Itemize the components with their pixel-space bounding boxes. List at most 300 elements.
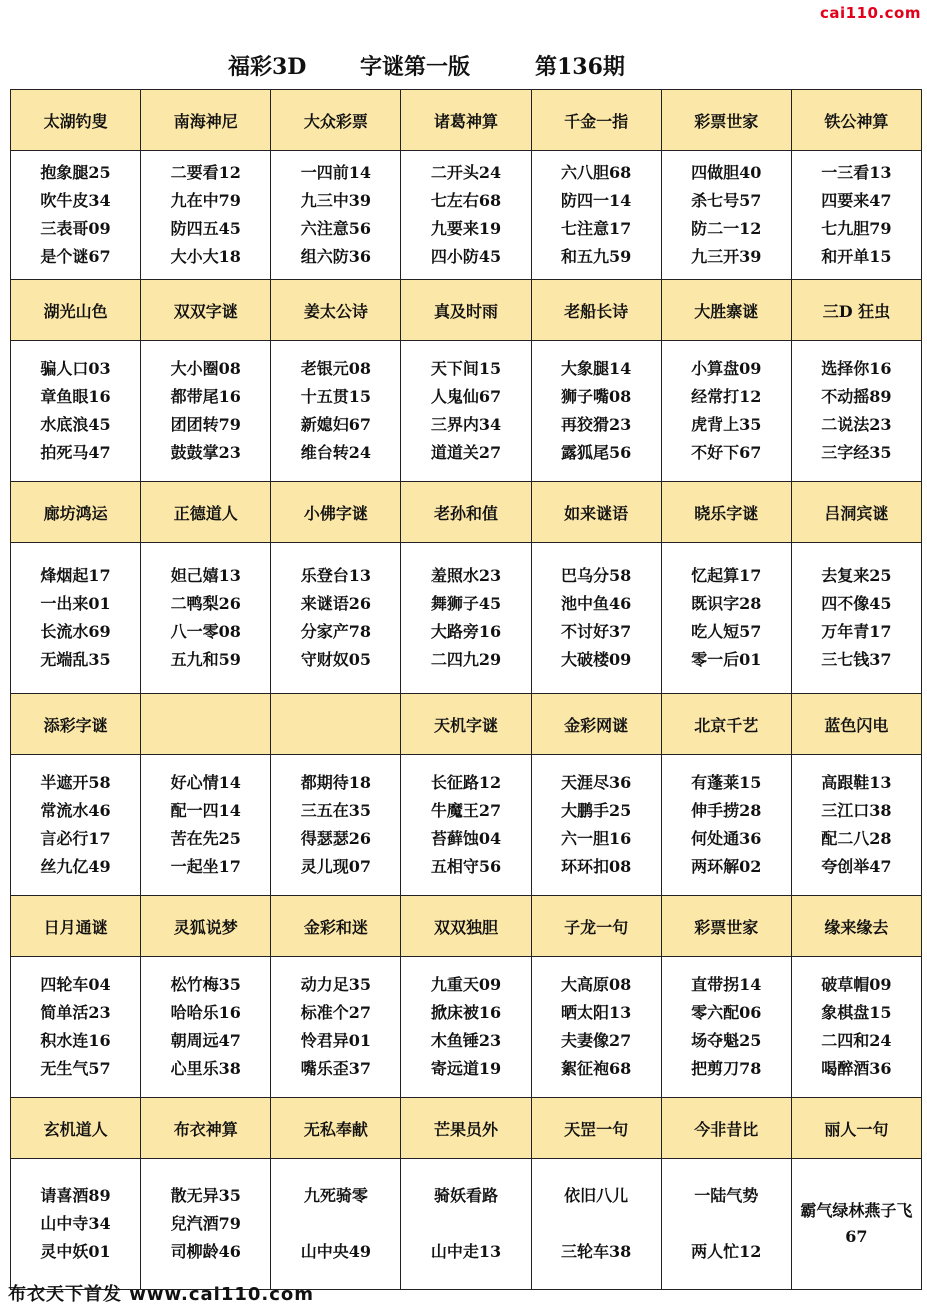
author-name: 彩票世家 xyxy=(694,111,759,131)
author-header xyxy=(661,280,791,341)
riddle-line: 新媳妇67 xyxy=(300,415,371,434)
riddle-line: 有蓬莱15 xyxy=(691,773,762,792)
riddle-line: 四轮车04 xyxy=(40,975,111,994)
riddle-line: 动力足35 xyxy=(300,975,371,994)
riddle-line: 配二八28 xyxy=(821,829,892,848)
riddle-line: 池中鱼46 xyxy=(560,594,632,613)
riddle-line: 霸气绿林燕子飞67 xyxy=(800,1201,913,1246)
riddle-line: 破草帽09 xyxy=(821,975,892,994)
riddle-line: 虎背上35 xyxy=(691,415,762,434)
riddle-cell xyxy=(271,755,401,896)
author-header xyxy=(401,280,531,341)
author-name: 缘来缘去 xyxy=(824,917,889,937)
riddle-line: 言必行17 xyxy=(40,829,111,848)
riddle-line: 夸创举47 xyxy=(821,857,892,876)
riddle-cell xyxy=(531,755,661,896)
riddle-line: 抱象腿25 xyxy=(40,163,111,182)
riddle-cell xyxy=(401,151,531,280)
riddle-row xyxy=(11,543,922,694)
riddle-line: 环环扣08 xyxy=(560,857,632,876)
author-name: 彩票世家 xyxy=(694,917,759,937)
riddle-cell xyxy=(661,957,791,1098)
riddle-line: 骗人口03 xyxy=(40,359,111,378)
author-name: 金彩网谜 xyxy=(564,715,629,735)
riddle-line: 一起坐17 xyxy=(170,857,241,876)
riddle-line: 二鸭梨26 xyxy=(170,594,241,613)
riddle-line: 山中央49 xyxy=(300,1242,371,1261)
riddle-cell xyxy=(531,151,661,280)
riddle-cell xyxy=(531,543,661,694)
riddle-line: 九三中39 xyxy=(300,191,371,210)
riddle-line: 九要来19 xyxy=(430,219,502,238)
riddle-cell xyxy=(11,341,141,482)
riddle-cell xyxy=(401,755,531,896)
header-row xyxy=(11,694,922,755)
riddle-cell xyxy=(791,341,921,482)
author-name: 双双字谜 xyxy=(173,301,238,321)
riddle-line: 两环解02 xyxy=(691,857,762,876)
author-name: 大胜寨谜 xyxy=(694,301,759,321)
riddle-cell xyxy=(141,1159,271,1290)
author-name: 真及时雨 xyxy=(433,301,498,321)
riddle-line: 人鬼仙67 xyxy=(430,387,502,406)
riddle-cell xyxy=(531,341,661,482)
author-name: 小佛字谜 xyxy=(303,503,368,523)
riddle-line: 何处通36 xyxy=(691,829,762,848)
riddle-line: 大破楼09 xyxy=(560,650,632,669)
riddle-line: 长流水69 xyxy=(40,622,111,641)
riddle-line: 一陆气势 xyxy=(694,1186,759,1205)
riddle-line: 零一后01 xyxy=(691,650,762,669)
riddle-line: 舞狮子45 xyxy=(430,594,502,613)
author-name: 芒果员外 xyxy=(433,1119,498,1139)
author-name: 吕洞宾谜 xyxy=(824,503,889,523)
author-header xyxy=(271,694,401,755)
title-edition: 字谜第一版 xyxy=(360,54,471,80)
riddle-line: 灵儿现07 xyxy=(300,857,371,876)
author-name: 今非昔比 xyxy=(694,1119,759,1139)
riddle-line: 羞照水23 xyxy=(430,566,502,585)
author-name: 千金一指 xyxy=(564,111,629,131)
author-header xyxy=(791,896,921,957)
riddle-line: 山中走13 xyxy=(430,1242,502,1261)
riddle-line: 司柳龄46 xyxy=(170,1242,241,1261)
riddle-line: 八一零08 xyxy=(170,622,241,641)
author-name: 布衣神算 xyxy=(173,1119,238,1139)
author-header xyxy=(271,896,401,957)
riddle-line: 大路旁16 xyxy=(430,622,502,641)
riddle-cell xyxy=(401,1159,531,1290)
riddle-line: 长征路12 xyxy=(430,773,502,792)
header-row xyxy=(11,90,922,151)
author-name: 如来谜语 xyxy=(564,503,629,523)
riddle-cell xyxy=(661,151,791,280)
riddle-line: 好心情14 xyxy=(170,773,241,792)
riddle-line: 天涯尽36 xyxy=(560,773,632,792)
riddle-line: 再狡猾23 xyxy=(560,415,632,434)
riddle-line: 嘴乐歪37 xyxy=(300,1059,371,1078)
author-header xyxy=(401,1098,531,1159)
riddle-cell xyxy=(661,543,791,694)
footer-credit: 布衣天下首发 www.cai110.com xyxy=(8,1284,315,1305)
riddle-cell xyxy=(791,543,921,694)
riddle-line: 四做胆40 xyxy=(691,163,762,182)
riddle-line: 忆起算17 xyxy=(691,566,762,585)
riddle-line: 鼓鼓掌23 xyxy=(170,443,241,462)
riddle-cell xyxy=(11,151,141,280)
riddle-table xyxy=(10,89,922,1290)
riddle-cell xyxy=(11,543,141,694)
riddle-line: 和五九59 xyxy=(560,247,632,266)
riddle-line: 防四一14 xyxy=(560,191,632,210)
riddle-cell xyxy=(141,957,271,1098)
author-name: 南海神尼 xyxy=(173,111,238,131)
author-header xyxy=(401,694,531,755)
author-header xyxy=(661,482,791,543)
riddle-line: 晒太阳13 xyxy=(560,1003,632,1022)
author-header xyxy=(271,482,401,543)
riddle-line: 小算盘09 xyxy=(691,359,762,378)
author-header xyxy=(141,482,271,543)
riddle-line: 大小大18 xyxy=(170,247,241,266)
riddle-line: 场夺魁25 xyxy=(691,1031,762,1050)
riddle-cell xyxy=(661,341,791,482)
author-header xyxy=(11,694,141,755)
riddle-line: 三字经35 xyxy=(821,443,892,462)
author-name: 廊坊鸿运 xyxy=(43,503,108,523)
author-name: 灵狐说梦 xyxy=(173,917,238,937)
riddle-cell xyxy=(271,341,401,482)
riddle-cell xyxy=(791,151,921,280)
riddle-line: 怜君异01 xyxy=(300,1031,371,1050)
riddle-cell xyxy=(401,957,531,1098)
header-row xyxy=(11,1098,922,1159)
author-name: 添彩字谜 xyxy=(43,715,108,735)
author-header xyxy=(141,90,271,151)
riddle-row xyxy=(11,755,922,896)
riddle-line: 配一四14 xyxy=(170,801,241,820)
riddle-line: 维台转24 xyxy=(300,443,371,462)
riddle-line: 分家产78 xyxy=(300,622,371,641)
riddle-line: 两人忙12 xyxy=(691,1242,762,1261)
riddle-line: 苔藓蚀04 xyxy=(430,829,502,848)
author-name: 姜太公诗 xyxy=(303,301,368,321)
author-header xyxy=(271,280,401,341)
author-name: 正德道人 xyxy=(173,503,238,523)
riddle-line: 组六防36 xyxy=(300,247,371,266)
riddle-cell xyxy=(661,1159,791,1290)
author-header xyxy=(661,1098,791,1159)
riddle-row xyxy=(11,957,922,1098)
author-name: 蓝色闪电 xyxy=(824,715,889,735)
riddle-line: 高跟鞋13 xyxy=(821,773,892,792)
riddle-line: 防二一12 xyxy=(691,219,762,238)
riddle-cell xyxy=(271,543,401,694)
riddle-line: 三轮车38 xyxy=(560,1242,632,1261)
author-header xyxy=(11,482,141,543)
riddle-line: 三界内34 xyxy=(430,415,502,434)
author-name: 诸葛神算 xyxy=(433,111,498,131)
riddle-line: 零六配06 xyxy=(691,1003,762,1022)
riddle-line: 来谜语26 xyxy=(300,594,371,613)
author-name: 晓乐字谜 xyxy=(694,503,759,523)
riddle-cell xyxy=(791,957,921,1098)
author-header xyxy=(401,90,531,151)
riddle-line: 苦在先25 xyxy=(170,829,241,848)
site-logo: cai110.com xyxy=(820,4,921,22)
riddle-line: 道道关27 xyxy=(430,443,502,462)
author-header xyxy=(531,482,661,543)
riddle-line: 都期待18 xyxy=(300,773,371,792)
riddle-line: 二四九29 xyxy=(430,650,502,669)
riddle-cell xyxy=(791,755,921,896)
author-header xyxy=(531,694,661,755)
author-header xyxy=(271,1098,401,1159)
author-name: 玄机道人 xyxy=(43,1119,108,1139)
riddle-line: 七注意17 xyxy=(560,219,632,238)
riddle-line: 掀床被16 xyxy=(430,1003,502,1022)
riddle-line: 三表哥09 xyxy=(40,219,111,238)
riddle-line: 骑妖看路 xyxy=(433,1186,498,1205)
riddle-row xyxy=(11,341,922,482)
riddle-line: 朝周远47 xyxy=(170,1031,241,1050)
author-header xyxy=(791,90,921,151)
author-header xyxy=(531,1098,661,1159)
header-row xyxy=(11,280,922,341)
riddle-line: 九重天09 xyxy=(430,975,502,994)
riddle-cell xyxy=(141,341,271,482)
riddle-line: 九在中79 xyxy=(170,191,241,210)
author-header xyxy=(141,896,271,957)
riddle-line: 乐登台13 xyxy=(300,566,371,585)
author-name: 日月通谜 xyxy=(43,917,108,937)
riddle-line xyxy=(271,1210,400,1238)
author-name: 天机字谜 xyxy=(433,715,498,735)
riddle-line: 夫妻像27 xyxy=(560,1031,632,1050)
riddle-line: 五九和59 xyxy=(170,650,241,669)
riddle-cell xyxy=(141,755,271,896)
riddle-line: 是个谜67 xyxy=(40,247,111,266)
riddle-line: 吹牛皮34 xyxy=(40,191,111,210)
riddle-line xyxy=(401,1210,530,1238)
author-name: 双双独胆 xyxy=(433,917,498,937)
riddle-line: 巴乌分58 xyxy=(560,566,632,585)
author-name: 大众彩票 xyxy=(303,111,368,131)
riddle-line: 依旧八儿 xyxy=(564,1186,629,1205)
riddle-line: 把剪刀78 xyxy=(691,1059,762,1078)
author-name: 天罡一句 xyxy=(564,1119,629,1139)
author-header xyxy=(661,90,791,151)
author-name: 老孙和值 xyxy=(433,503,498,523)
riddle-line: 都带尾16 xyxy=(170,387,241,406)
author-name: 子龙一句 xyxy=(564,917,629,937)
riddle-line: 防四五45 xyxy=(170,219,241,238)
riddle-cell xyxy=(271,957,401,1098)
riddle-line: 一三看13 xyxy=(821,163,892,182)
riddle-cell xyxy=(401,543,531,694)
author-header xyxy=(791,694,921,755)
riddle-line: 和开单15 xyxy=(821,247,892,266)
riddle-line: 一四前14 xyxy=(300,163,371,182)
riddle-line: 请喜酒89 xyxy=(40,1186,111,1205)
riddle-line: 不好下67 xyxy=(691,443,762,462)
riddle-cell xyxy=(11,957,141,1098)
riddle-line: 牛魔王27 xyxy=(430,801,502,820)
riddle-line: 吃人短57 xyxy=(691,622,762,641)
riddle-row xyxy=(11,1159,922,1290)
riddle-line: 七左右68 xyxy=(430,191,502,210)
riddle-line: 无生气57 xyxy=(40,1059,111,1078)
riddle-line: 大小圈08 xyxy=(170,359,241,378)
riddle-line: 七九胆79 xyxy=(821,219,892,238)
riddle-line: 无端乱35 xyxy=(40,650,111,669)
author-header xyxy=(141,694,271,755)
author-header xyxy=(401,482,531,543)
author-header xyxy=(401,896,531,957)
riddle-cell xyxy=(271,1159,401,1290)
riddle-line: 木鱼锤23 xyxy=(430,1031,502,1050)
riddle-line: 妲己嬉13 xyxy=(170,566,241,585)
riddle-line: 十五贯15 xyxy=(300,387,371,406)
riddle-line: 拍死马47 xyxy=(40,443,111,462)
author-header xyxy=(271,90,401,151)
riddle-cell xyxy=(791,1159,921,1290)
author-name: 金彩和迷 xyxy=(303,917,368,937)
riddle-line: 不讨好37 xyxy=(560,622,632,641)
author-header xyxy=(531,90,661,151)
author-name: 丽人一句 xyxy=(824,1119,889,1139)
riddle-line: 章鱼眼16 xyxy=(40,387,111,406)
author-header xyxy=(531,896,661,957)
riddle-line: 喝醉酒36 xyxy=(821,1059,892,1078)
author-name: 铁公神算 xyxy=(824,111,889,131)
riddle-line: 天下间15 xyxy=(430,359,502,378)
riddle-line: 九三开39 xyxy=(691,247,762,266)
riddle-line: 大鹏手25 xyxy=(560,801,632,820)
riddle-line: 山中寺34 xyxy=(40,1214,111,1233)
author-header xyxy=(141,1098,271,1159)
riddle-line: 老银元08 xyxy=(300,359,371,378)
riddle-row xyxy=(11,151,922,280)
riddle-line: 松竹梅35 xyxy=(170,975,241,994)
author-header xyxy=(11,280,141,341)
riddle-line: 絮征袍68 xyxy=(560,1059,632,1078)
riddle-line: 万年青17 xyxy=(821,622,892,641)
riddle-line: 杀七号57 xyxy=(691,191,762,210)
riddle-line: 露狐尾56 xyxy=(560,443,632,462)
riddle-line: 狮子嘴08 xyxy=(560,387,632,406)
author-name: 太湖钓叟 xyxy=(43,111,108,131)
riddle-line: 丝九亿49 xyxy=(40,857,111,876)
author-header xyxy=(791,482,921,543)
riddle-line: 二说法23 xyxy=(821,415,892,434)
riddle-line: 三江口38 xyxy=(821,801,892,820)
riddle-line: 烽烟起17 xyxy=(40,566,111,585)
riddle-line: 守财奴05 xyxy=(300,650,371,669)
riddle-line: 团团转79 xyxy=(170,415,241,434)
riddle-line: 五相守56 xyxy=(430,857,502,876)
riddle-cell xyxy=(661,755,791,896)
riddle-line: 半遮开58 xyxy=(40,773,111,792)
author-header xyxy=(11,90,141,151)
riddle-cell xyxy=(11,755,141,896)
riddle-line: 散无异35 xyxy=(170,1186,241,1205)
riddle-line: 心里乐38 xyxy=(170,1059,241,1078)
riddle-cell xyxy=(141,543,271,694)
header-row xyxy=(11,482,922,543)
author-name: 三D 狂虫 xyxy=(822,301,891,321)
author-header xyxy=(11,896,141,957)
riddle-line: 经常打12 xyxy=(691,387,762,406)
riddle-line: 大象腿14 xyxy=(560,359,632,378)
riddle-line: 六八胆68 xyxy=(560,163,632,182)
riddle-line: 简单活23 xyxy=(40,1003,111,1022)
riddle-line: 四要来47 xyxy=(821,191,892,210)
riddle-line: 四小防45 xyxy=(430,247,502,266)
riddle-line xyxy=(662,1210,791,1238)
riddle-line: 四不像45 xyxy=(821,594,892,613)
author-header xyxy=(661,896,791,957)
riddle-line: 兒汽酒79 xyxy=(170,1214,241,1233)
riddle-line: 水底浪45 xyxy=(40,415,111,434)
riddle-line: 哈哈乐16 xyxy=(170,1003,241,1022)
author-header xyxy=(661,694,791,755)
header-row xyxy=(11,896,922,957)
riddle-line: 象棋盘15 xyxy=(821,1003,892,1022)
author-header xyxy=(791,1098,921,1159)
author-name: 湖光山色 xyxy=(43,301,108,321)
riddle-line: 既识字28 xyxy=(691,594,762,613)
riddle-line: 大高原08 xyxy=(560,975,632,994)
riddle-cell xyxy=(531,957,661,1098)
author-name: 老船长诗 xyxy=(564,301,629,321)
author-header xyxy=(11,1098,141,1159)
riddle-line: 直带拐14 xyxy=(691,975,762,994)
riddle-cell xyxy=(271,151,401,280)
riddle-line: 一出来01 xyxy=(40,594,111,613)
author-name: 北京千艺 xyxy=(694,715,759,735)
riddle-line xyxy=(532,1210,661,1238)
riddle-line: 常流水46 xyxy=(40,801,111,820)
riddle-cell xyxy=(401,341,531,482)
title-lottery: 福彩3D xyxy=(228,54,307,80)
author-header xyxy=(791,280,921,341)
riddle-line: 二开头24 xyxy=(430,163,502,182)
author-header xyxy=(141,280,271,341)
riddle-cell xyxy=(11,1159,141,1290)
title-issue: 第136期 xyxy=(535,54,625,80)
riddle-line: 积水连16 xyxy=(40,1031,111,1050)
author-name: 无私奉献 xyxy=(303,1119,368,1139)
riddle-line: 标准个27 xyxy=(300,1003,371,1022)
author-header xyxy=(531,280,661,341)
riddle-line: 得瑟瑟26 xyxy=(300,829,371,848)
riddle-line: 六注意56 xyxy=(300,219,371,238)
riddle-line: 寄远道19 xyxy=(430,1059,502,1078)
riddle-line: 二四和24 xyxy=(821,1031,892,1050)
riddle-cell xyxy=(141,151,271,280)
riddle-line: 六一胆16 xyxy=(560,829,632,848)
riddle-line: 灵中妖01 xyxy=(40,1242,111,1261)
riddle-cell xyxy=(531,1159,661,1290)
riddle-line: 三七钱37 xyxy=(821,650,892,669)
riddle-line: 不动摇89 xyxy=(821,387,892,406)
riddle-line: 选择你16 xyxy=(821,359,892,378)
riddle-line: 三五在35 xyxy=(300,801,371,820)
riddle-line: 伸手捞28 xyxy=(691,801,762,820)
riddle-line: 去复来25 xyxy=(821,566,892,585)
riddle-line: 九死骑零 xyxy=(303,1186,368,1205)
